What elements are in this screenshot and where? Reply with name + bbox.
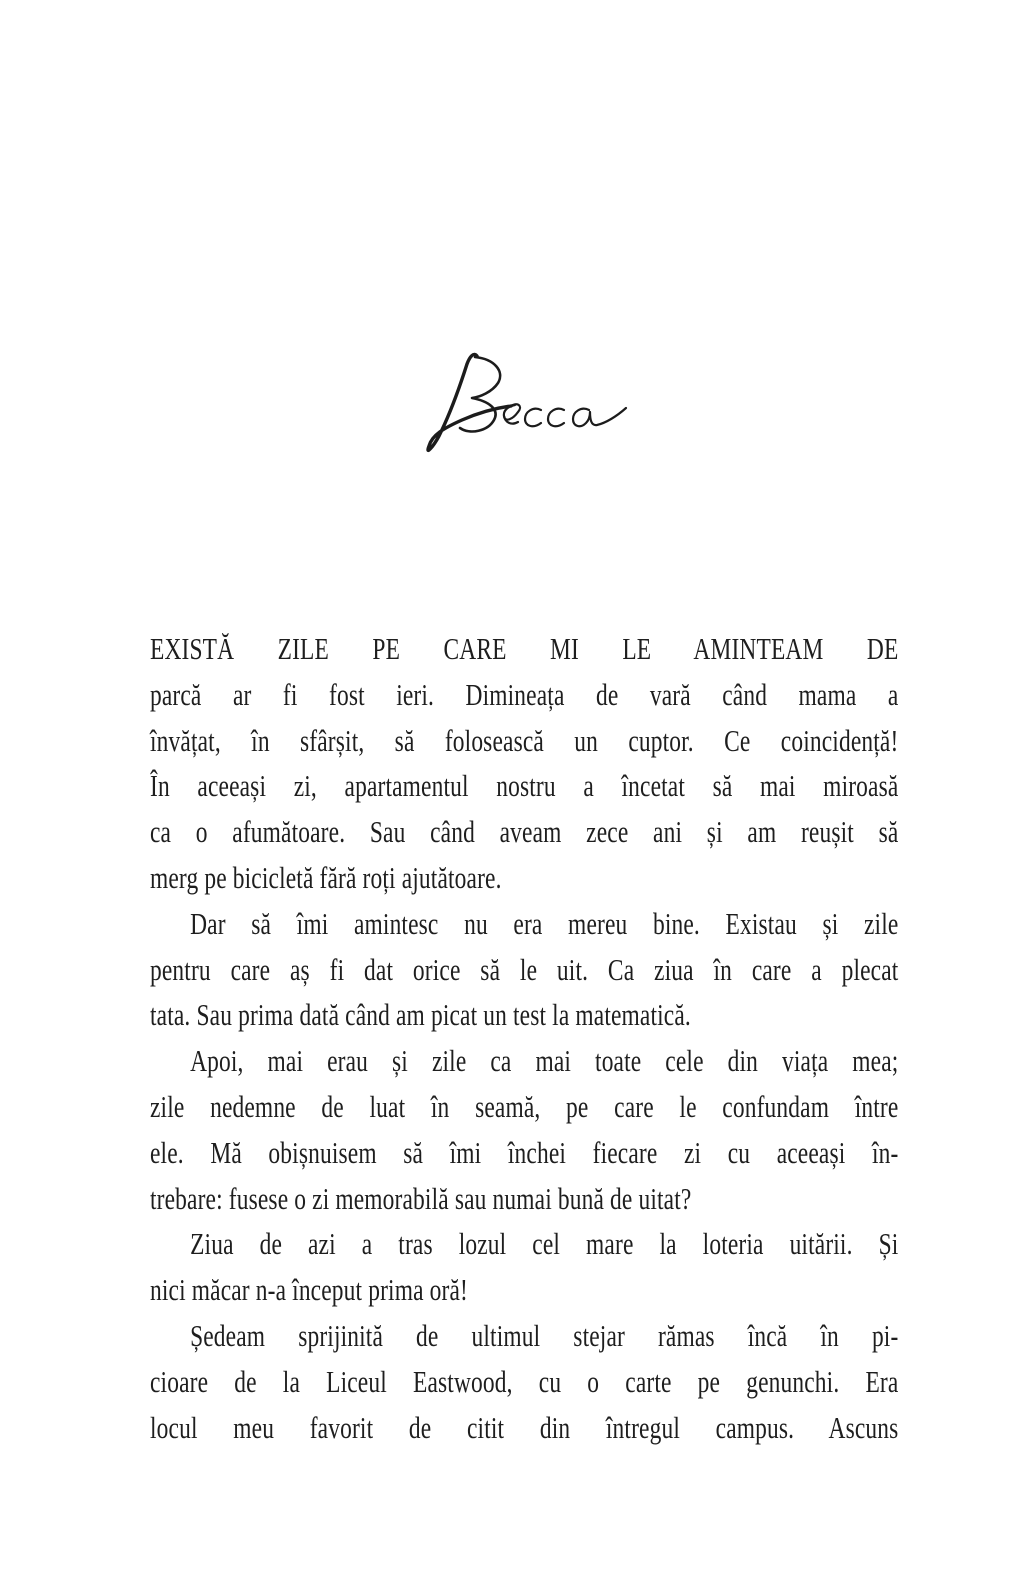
body-text-line: parcă ar fi fost ieri. Dimineața de vară când mama a: [150, 676, 899, 712]
body-text-line: zile nedemne de luat în seamă, pe care le confundam între: [150, 1088, 899, 1124]
body-text-line: EXISTĂ ZILE PE CARE MI LE AMINTEAM DE: [150, 631, 899, 666]
body-text-line: Apoi, mai erau și zile ca mai toate cele din viața mea;: [190, 1043, 899, 1079]
body-text: [150, 626, 898, 1450]
chapter-title-signature-script: [420, 348, 635, 466]
body-text-line: merg pe bicicletă fără roți ajutătoare.: [150, 859, 502, 895]
body-text-line: locul meu favorit de citit din întregul campus. Ascuns: [150, 1409, 899, 1445]
body-text-line: Dar să îmi amintesc nu era mereu bine. Existau și zile: [190, 905, 899, 941]
chapter-title: [420, 348, 635, 466]
body-text-line: trebare: fusese o zi memorabilă sau numai bună de uitat?: [150, 1180, 692, 1216]
body-text-line: învățat, în sfârșit, să folosească un cuptor. Ce coincidență!: [150, 722, 899, 758]
body-text-line: tata. Sau prima dată când am picat un test la matematică.: [150, 997, 691, 1033]
body-text-line: În aceeași zi, apartamentul nostru a încetat să mai miroasă: [150, 768, 899, 804]
chapter-title-text: [420, 466, 421, 467]
body-text-line: nici măcar n-a început prima oră!: [150, 1272, 468, 1308]
body-text-line: cioare de la Liceul Eastwood, cu o carte pe genunchi. Era: [150, 1363, 899, 1399]
body-text-line: pentru care aș fi dat orice să le uit. Ca ziua în care a plecat: [150, 951, 899, 987]
body-text-line: ele. Mă obișnuisem să îmi închei fiecare zi cu aceeași în-: [150, 1134, 899, 1170]
body-text-line: Ziua de azi a tras lozul cel mare la loteria uitării. Și: [190, 1226, 899, 1262]
body-text-line: ca o afumătoare. Sau când aveam zece ani și am reușit să: [150, 814, 899, 850]
body-text-line: Ședeam sprijinită de ultimul stejar rămas încă în pi-: [190, 1317, 899, 1353]
